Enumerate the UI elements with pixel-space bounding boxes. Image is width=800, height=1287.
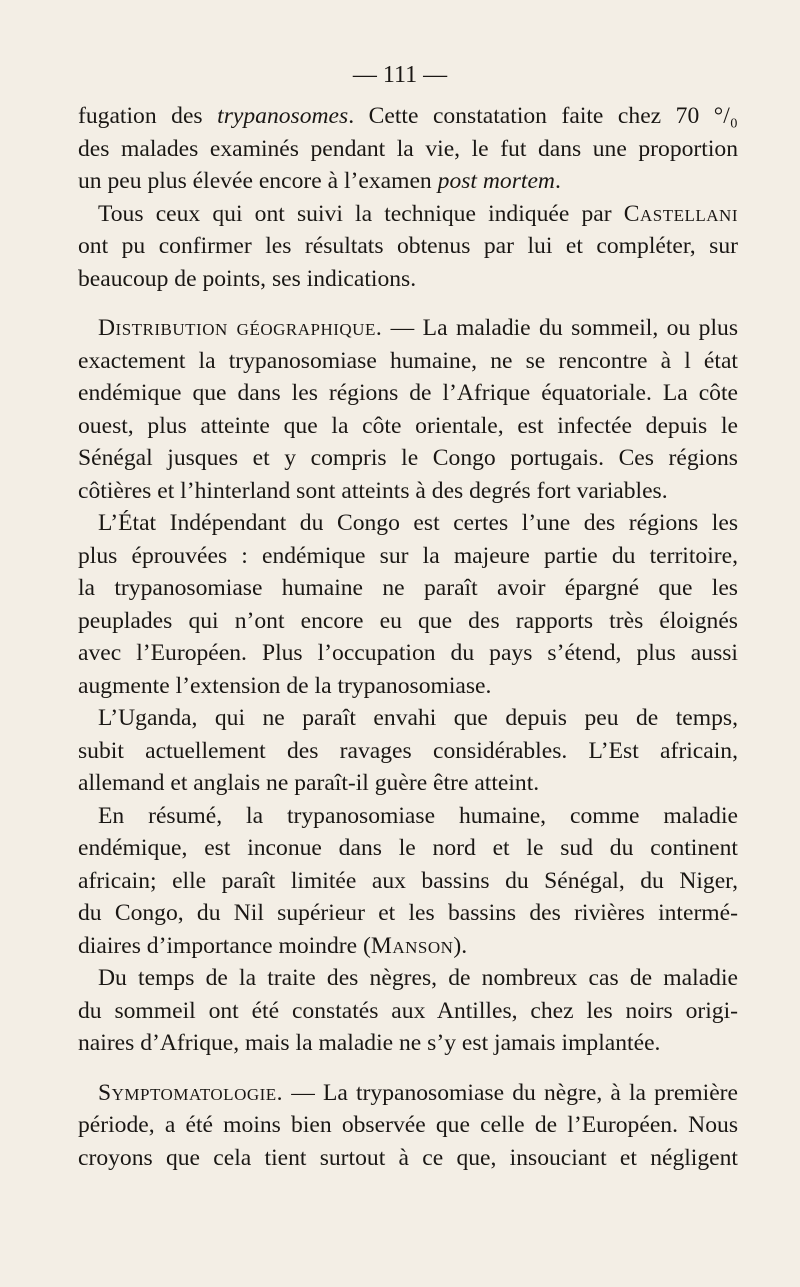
text-run: un peu plus élevée encore à l’examen: [78, 168, 438, 194]
text-line: [78, 165, 738, 198]
text-line: [78, 995, 738, 1028]
text-run: des malades examinés pendant la vie, le fut dans une proportion: [78, 135, 738, 162]
text-line: [78, 637, 738, 670]
text-line: [78, 312, 738, 345]
text-line: [78, 767, 738, 800]
text-run: côtières et l’hinterland sont atteints à des degrés fort variables.: [78, 477, 668, 504]
text-run: L’Uganda, qui ne paraît envahi que depuis peu de temps,: [98, 705, 738, 731]
text-line: [78, 832, 738, 865]
text-run: augmente l’extension de la trypanosomiase.: [78, 672, 492, 699]
section-heading: Manson: [370, 932, 454, 959]
text-line: [78, 100, 738, 133]
text-run: — La trypanosomiase du nègre, à la première: [283, 1079, 738, 1106]
text-line: [78, 1077, 738, 1110]
text-line: [78, 1027, 738, 1060]
text-run: du sommeil ont été constatés aux Antilles, chez les noirs origi-: [78, 997, 738, 1024]
text-run: — La maladie du sommeil, ou plus: [382, 315, 738, 341]
text-run: période, a été moins bien observée que celle de l’Européen. Nous: [78, 1112, 738, 1138]
text-run: En résumé, la trypanosomiase humaine, comme maladie: [98, 802, 738, 829]
text-run: beaucoup de points, ses indications.: [78, 265, 417, 292]
text-run: ouest, plus atteinte que la côte orientale, est infectée depuis le: [78, 412, 738, 439]
text-line: [78, 605, 738, 638]
text-run: plus éprouvées : endémique sur la majeure partie du territoire,: [78, 542, 738, 569]
body-text: [78, 100, 738, 1174]
text-run: Tous ceux qui ont suivi la technique indiquée par: [98, 200, 624, 227]
text-line: [78, 1109, 738, 1142]
section-heading: Distribution géographique.: [98, 315, 383, 341]
text-run: allemand et anglais ne paraît-il guère être atteint.: [78, 770, 540, 796]
text-run: du Congo, du Nil supérieur et les bassins des rivières intermé-: [78, 900, 738, 926]
text-run: fugation des: [78, 103, 218, 129]
text-line: [78, 133, 738, 166]
text-line: [78, 230, 738, 263]
text-run: . Cette constatation faite chez 70 °/₀: [348, 103, 739, 129]
page-number: — 111 —: [352, 62, 448, 88]
text-line: [78, 540, 738, 573]
text-run: ).: [453, 932, 468, 959]
text-run: peuplades qui n’ont encore eu que des rapports très éloignés: [78, 607, 738, 634]
text-line: [78, 962, 738, 995]
text-line: [78, 865, 738, 898]
text-line: [78, 377, 738, 410]
text-run: Sénégal jusques et y compris le Congo portugais. Ces régions: [78, 445, 738, 471]
italic-text: trypanosomes: [217, 103, 349, 129]
text-line: [78, 198, 738, 231]
text-line: [78, 735, 738, 768]
text-line: [78, 897, 738, 930]
text-line: [78, 702, 738, 735]
text-run: endémique que dans les régions de l’Afrique équatoriale. La côte: [78, 380, 738, 406]
text-run: diaires d’importance moindre (: [78, 932, 371, 959]
text-line: [78, 442, 738, 475]
text-line: [78, 410, 738, 443]
text-line: [78, 263, 738, 296]
text-run: avec l’Européen. Plus l’occupation du pays s’étend, plus aussi: [78, 640, 738, 666]
section-heading: Symptomatologie.: [98, 1079, 284, 1106]
text-line: [78, 475, 738, 508]
text-line: [78, 670, 738, 703]
section-heading: Castellani: [623, 200, 738, 227]
text-run: ont pu confirmer les résultats obtenus par lui et compléter, sur: [78, 233, 738, 259]
text-run: .: [554, 168, 561, 194]
text-run: subit actuellement des ravages considérables. L’Est africain,: [78, 737, 738, 764]
text-line: [78, 930, 738, 963]
text-line: [78, 1142, 738, 1175]
text-run: la trypanosomiase humaine ne paraît avoir épargné que les: [78, 575, 738, 601]
italic-text: post mortem: [437, 168, 555, 194]
text-line: [78, 507, 738, 540]
text-run: Du temps de la traite des nègres, de nombreux cas de maladie: [98, 965, 738, 991]
text-run: exactement la trypanosomiase humaine, ne se rencontre à l état: [78, 347, 738, 374]
text-run: L’État Indépendant du Congo est certes l’une des régions les: [98, 510, 738, 536]
text-run: croyons que cela tient surtout à ce que, insouciant et négligent: [78, 1144, 738, 1171]
text-line: [78, 800, 738, 833]
text-run: endémique, est inconue dans le nord et le sud du continent: [78, 835, 738, 861]
text-run: naires d’Afrique, mais la maladie ne s’y est jamais implantée.: [78, 1030, 661, 1056]
text-run: africain; elle paraît limitée aux bassins du Sénégal, du Niger,: [78, 867, 738, 894]
text-line: [78, 345, 738, 378]
text-line: [78, 572, 738, 605]
